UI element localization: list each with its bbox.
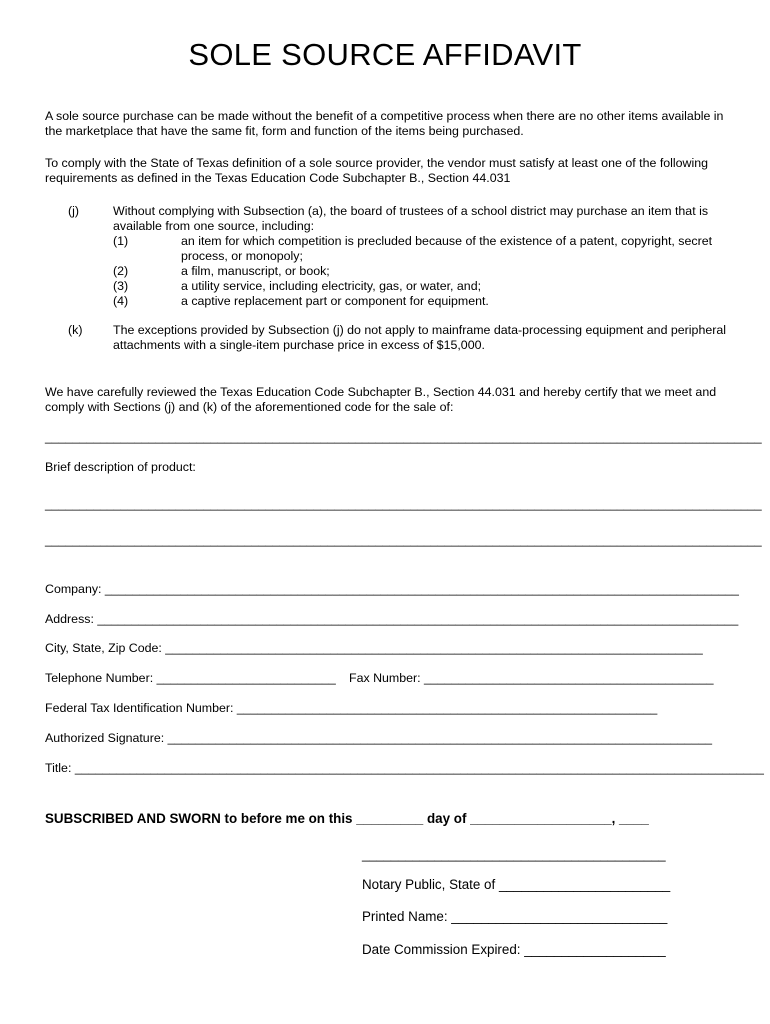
rule-k-label: (k) [68,323,83,337]
rule-j-text: Without complying with Subsection (a), the board of trustees of a school district may purchase an item that is available from one source, including: [113,204,709,233]
sworn-statement[interactable]: SUBSCRIBED AND SWORN to before me on this _________ day of ___________________, ____ [45,811,649,826]
address-field[interactable]: Address: _____________________________________________________________________________________________ [45,612,739,626]
telephone-field[interactable]: Telephone Number: __________________________ [45,671,336,685]
brief-description-label: Brief description of product: [45,460,196,474]
intro-paragraph: A sole source purchase can be made without the benefit of a competitive process when there are no other items available in the marketplace that have the same fit, form and function of the items being purchased. [45,109,724,138]
rule-j-item-text: an item for which competition is precluded because of the existence of a patent, copyright, secret process, or monopoly; [181,234,713,263]
certify-paragraph: We have carefully reviewed the Texas Education Code Subchapter B., Section 44.031 and hereby certify that we meet and comply with Sections (j) and (k) of the aforementioned code for the sale of: [45,385,717,414]
rule-j-item-text: a captive replacement part or component for equipment. [181,294,489,308]
authorized-signature-field[interactable]: Authorized Signature: _______________________________________________________________________________ [45,731,713,745]
rule-j-body [113,204,733,309]
title-field[interactable]: Title: ____________________________________________________________________________________________________ [45,761,764,775]
rule-j-item-number: (2) [113,264,129,278]
rule-j-item-text: a utility service, including electricity, gas, or water, and; [181,279,482,293]
printed-name-field[interactable]: Printed Name: _____________________________ [362,909,668,924]
brief-description-line-1[interactable]: ________________________________________________________________________________________________________ [45,497,762,511]
fax-field[interactable]: Fax Number: __________________________________________ [349,671,714,685]
rule-j-item [113,264,733,279]
notary-public-field[interactable]: Notary Public, State of _______________________ [362,877,671,892]
brief-description-line-2[interactable]: ________________________________________________________________________________________________________ [45,533,762,547]
comply-paragraph: To comply with the State of Texas definition of a sole source provider, the vendor must satisfy at least one of the following requirements as defined in the Texas Education Code Subchapter B., Section 44.031 [45,156,709,185]
document-title: SOLE SOURCE AFFIDAVIT [188,37,582,72]
rule-j-item [113,294,733,309]
sale-of-input-line[interactable]: ________________________________________________________________________________________________________ [45,430,762,444]
commission-expired-field[interactable]: Date Commission Expired: ___________________ [362,942,666,957]
notary-signature-line[interactable]: __________________________________________ [362,847,666,862]
tax-id-field[interactable]: Federal Tax Identification Number: _____________________________________________________________ [45,701,658,715]
rule-k-text: The exceptions provided by Subsection (j) do not apply to mainframe data-processing equipment and peripheral attachments with a single-item purchase price in excess of $15,000. [113,323,727,352]
rule-j-item [113,234,733,264]
rule-j-item-number: (3) [113,279,129,293]
rule-j-item [113,279,733,294]
rule-j-item-number: (4) [113,294,129,308]
company-field[interactable]: Company: ____________________________________________________________________________________________ [45,582,739,596]
city-state-zip-field[interactable]: City, State, Zip Code: ______________________________________________________________________________ [45,641,703,655]
rule-j-item-text: a film, manuscript, or book; [181,264,330,278]
rule-j-items [113,234,733,309]
rule-j-label: (j) [68,204,80,218]
rule-j-item-number: (1) [113,234,129,248]
